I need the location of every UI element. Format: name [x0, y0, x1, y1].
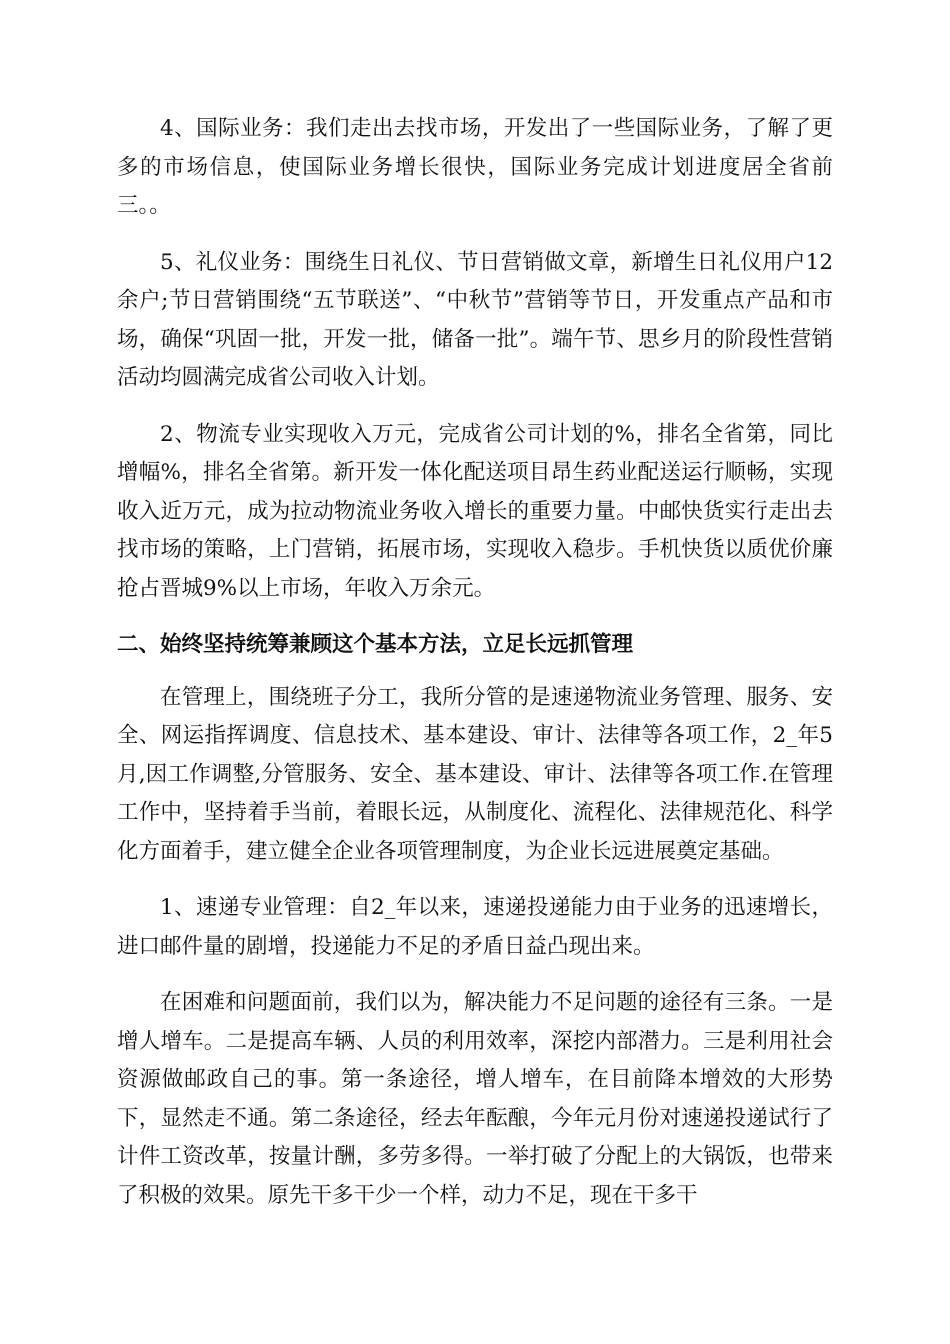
- paragraph-etiquette-business: 5、礼仪业务：围绕生日礼仪、节日营销做文章，新增生日礼仪用户12余户;节日营销围绕“五节联送”、“中秋节”营销等节日，开发重点产品和市场，确保“巩固一批，开发一批，储备一批”。端午节、思乡月的阶段性营销活动均圆满完成省公司收入计划。: [117, 249, 833, 390]
- paragraph-logistics: 2、物流专业实现收入万元，完成省公司计划的%，排名全省第，同比增幅%，排名全省第。新开发一体化配送项目昂生药业配送运行顺畅，实现收入近万元，成为拉动物流业务收入增长的重要力量。中邮快货实行走出去找市场的策略，上门营销，拓展市场，实现收入稳步。手机快货以质优价廉抢占晋城9%以上市场，年收入万余元。: [117, 421, 833, 601]
- paragraph-express-management: 1、速递专业管理：自2_年以来，速递投递能力由于业务的迅速增长，进口邮件量的剧增，投递能力不足的矛盾日益凸现出来。: [117, 895, 833, 959]
- paragraph-solutions: 在困难和问题面前，我们以为，解决能力不足问题的途径有三条。一是增人增车。二是提高车辆、人员的利用效率，深挖内部潜力。三是利用社会资源做邮政自己的事。第一条途径，增人增车，在目前降本增效的大形势下，显然走不通。第二条途径，经去年酝酿，今年元月份对速递投递试行了计件工资改革，按量计酬，多劳多得。一举打破了分配上的大锅饭，也带来了积极的效果。原先干多干少一个样，动力不足，现在干多干: [117, 990, 833, 1208]
- document-body: [117, 110, 833, 1233]
- paragraph-management: 在管理上，围绕班子分工，我所分管的是速递物流业务管理、服务、安全、网运指挥调度、信息技术、基本建设、审计、法律等各项工作，2_年5月,因工作调整,分管服务、安全、基本建设、审计、法律等各项工作.在管理工作中，坚持着手当前，着眼长远，从制度化、流程化、法律规范化、科学化方面着手，建立健全企业各项管理制度，为企业长远进展奠定基础。: [117, 684, 833, 864]
- paragraph-international-business: 4、国际业务：我们走出去找市场，开发出了一些国际业务，了解了更多的市场信息，使国际业务增长很快，国际业务完成计划进度居全省前三。。: [117, 116, 833, 218]
- section-heading: 二、始终坚持统筹兼顾这个基本方法，立足长远抓管理: [117, 632, 634, 657]
